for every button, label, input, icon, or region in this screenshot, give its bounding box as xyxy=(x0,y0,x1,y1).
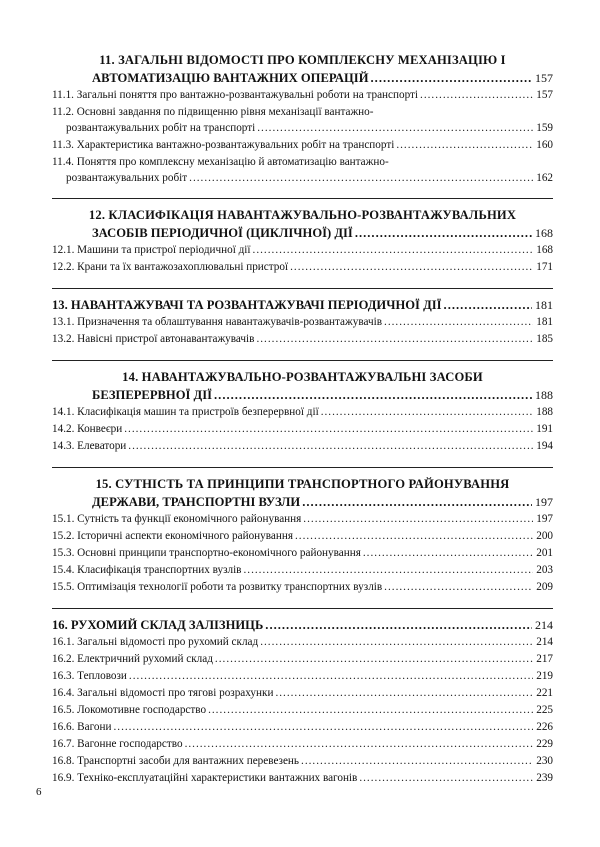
toc-entry[interactable] xyxy=(52,702,553,719)
toc-entry-page-number: 159 xyxy=(536,122,553,134)
toc-entry[interactable] xyxy=(52,753,553,770)
dot-leader xyxy=(273,685,533,702)
dot-leader xyxy=(213,651,533,668)
toc-entry-text: 16.2. Електричний рухомий склад xyxy=(52,653,213,665)
section-heading-line: 12. КЛАСИФІКАЦІЯ НАВАНТАЖУВАЛЬНО-РОЗВАНТАЖУВАЛЬНИХ xyxy=(88,208,517,222)
toc-entry-line: 11.2. Основні завдання по підвищенню рівня механізації вантажно- xyxy=(52,106,374,118)
toc-entry[interactable] xyxy=(52,137,553,154)
dot-leader xyxy=(187,170,533,187)
dot-leader xyxy=(183,736,534,753)
section-page-number: 168 xyxy=(535,226,553,240)
toc-entry-page-number: 217 xyxy=(536,653,553,665)
section-heading-text: АВТОМАТИЗАЦІЮ ВАНТАЖНИХ ОПЕРАЦІЙ xyxy=(92,71,369,85)
dot-leader xyxy=(241,562,533,579)
toc-entry-text: 16.9. Техніко-експлуатаційні характеристики вантажних вагонів xyxy=(52,772,358,784)
toc-entry-text: 13.2. Навісні пристрої автонавантажувачів xyxy=(52,333,255,345)
toc-entry-text: 15.1. Сутність та функції економічного районування xyxy=(52,513,302,525)
toc-entry-page-number: 200 xyxy=(536,530,553,542)
toc-entry-text: розвантажувальних робіт на транспорті xyxy=(66,122,256,134)
toc-entry-page-number: 197 xyxy=(536,513,553,525)
toc-section xyxy=(52,368,553,455)
toc-entry[interactable] xyxy=(52,87,553,104)
toc-entry[interactable] xyxy=(52,528,553,545)
toc-entry-page-number: 162 xyxy=(536,172,553,184)
toc-entry-page-number: 214 xyxy=(536,636,553,648)
toc-entry-page-number: 226 xyxy=(536,721,553,733)
dot-leader xyxy=(111,719,533,736)
toc-entry-page-number: 209 xyxy=(536,581,553,593)
toc-entry-page-number: 188 xyxy=(536,406,553,418)
toc-entry-page-number: 160 xyxy=(536,139,553,151)
toc-entry[interactable] xyxy=(52,651,553,668)
toc-entry[interactable] xyxy=(52,438,553,455)
dot-leader xyxy=(382,314,533,331)
section-heading[interactable] xyxy=(52,224,553,242)
section-page-number: 157 xyxy=(535,71,553,85)
toc-entry-page-number: 157 xyxy=(536,89,553,101)
toc-entry-text: 14.3. Елеватори xyxy=(52,440,127,452)
toc-entry-text: 16.3. Тепловози xyxy=(52,670,127,682)
section-heading[interactable] xyxy=(52,296,553,314)
section-heading-line: 11. ЗАГАЛЬНІ ВІДОМОСТІ ПРО КОМПЛЕКСНУ МЕХАНІЗАЦІЮ І xyxy=(99,53,506,67)
dot-leader xyxy=(293,528,533,545)
toc-entry[interactable] xyxy=(52,331,553,348)
table-of-contents xyxy=(52,51,553,787)
toc-section xyxy=(52,296,553,348)
dot-leader xyxy=(382,579,533,596)
toc-entry-page-number: 239 xyxy=(536,772,553,784)
section-heading[interactable] xyxy=(52,616,553,634)
toc-entry-text: 15.4. Класифікація транспортних вузлів xyxy=(52,564,242,576)
toc-entry[interactable] xyxy=(52,314,553,331)
toc-entry[interactable] xyxy=(52,242,553,259)
toc-entry-text: 16.6. Вагони xyxy=(52,721,112,733)
toc-entry-page-number: 219 xyxy=(536,670,553,682)
section-page-number: 197 xyxy=(535,495,553,509)
section-page-number: 188 xyxy=(535,388,553,402)
dot-leader xyxy=(263,617,532,634)
toc-entry-page-number: 230 xyxy=(536,755,553,767)
dot-leader xyxy=(353,225,532,242)
toc-entry-text: 16.8. Транспортні засоби для вантажних перевезень xyxy=(52,755,300,767)
toc-entry[interactable] xyxy=(52,685,553,702)
toc-entry-text: 16.4. Загальні відомості про тягові розрахунки xyxy=(52,687,274,699)
section-heading-line: 14. НАВАНТАЖУВАЛЬНО-РОЗВАНТАЖУВАЛЬНІ ЗАСОБИ xyxy=(122,370,483,384)
dot-leader xyxy=(254,331,533,348)
dot-leader xyxy=(122,421,533,438)
dot-leader xyxy=(251,242,534,259)
section-heading[interactable] xyxy=(52,386,553,404)
section-heading-text: ДЕРЖАВИ, ТРАНСПОРТНІ ВУЗЛИ xyxy=(92,495,301,509)
dot-leader xyxy=(299,753,533,770)
dot-leader xyxy=(301,511,533,528)
toc-entry-text: 16.7. Вагонне господарство xyxy=(52,738,183,750)
toc-entry[interactable] xyxy=(52,770,553,787)
toc-entry-page-number: 203 xyxy=(536,564,553,576)
toc-entry-text: 11.3. Характеристика вантажно-розвантажувальних робіт на транспорті xyxy=(52,139,395,151)
dot-leader xyxy=(369,70,532,87)
toc-entry-text: 16.1. Загальні відомості про рухомий склад xyxy=(52,636,259,648)
toc-entry-page-number: 194 xyxy=(536,440,553,452)
dot-leader xyxy=(394,137,533,154)
toc-entry-page-number: 225 xyxy=(536,704,553,716)
toc-entry[interactable] xyxy=(52,259,553,276)
toc-section xyxy=(52,616,553,787)
dot-leader xyxy=(357,770,533,787)
toc-entry-page-number: 221 xyxy=(536,687,553,699)
toc-entry-page-number: 229 xyxy=(536,738,553,750)
toc-section xyxy=(52,51,553,187)
toc-entry-page-number: 201 xyxy=(536,547,553,559)
dot-leader xyxy=(206,702,533,719)
dot-leader xyxy=(418,87,533,104)
toc-entry-text: 15.2. Історичні аспекти економічного районування xyxy=(52,530,293,542)
toc-entry-text: 13.1. Призначення та облаштування навантажувачів-розвантажувачів xyxy=(52,316,383,328)
toc-section xyxy=(52,475,553,596)
toc-entry-page-number: 181 xyxy=(536,316,553,328)
toc-entry-text: розвантажувальних робіт xyxy=(66,172,188,184)
toc-entry-text: 16.5. Локомотивне господарство xyxy=(52,704,207,716)
section-heading-text: 16. РУХОМИЙ СКЛАД ЗАЛІЗНИЦЬ xyxy=(52,618,264,632)
toc-entry[interactable] xyxy=(52,736,553,753)
dot-leader xyxy=(361,545,533,562)
toc-entry-text: 11.1. Загальні поняття про вантажно-розвантажувальні роботи на транспорті xyxy=(52,89,419,101)
toc-entry-page-number: 185 xyxy=(536,333,553,345)
section-heading[interactable] xyxy=(52,69,553,87)
toc-entry-text: 15.5. Оптимізація технології роботи та розвитку транспортних вузлів xyxy=(52,581,383,593)
toc-entry-text: 14.1. Класифікація машин та пристроїв безперервної дії xyxy=(52,406,319,418)
section-heading-text: БЕЗПЕРЕРВНОЇ ДІЇ xyxy=(92,388,213,402)
dot-leader xyxy=(126,438,533,455)
dot-leader xyxy=(258,634,533,651)
toc-entry-page-number: 168 xyxy=(536,244,553,256)
toc-entry[interactable] xyxy=(52,719,553,736)
toc-entry-page-number: 191 xyxy=(536,423,553,435)
toc-entry[interactable] xyxy=(52,579,553,596)
section-heading-text: ЗАСОБІВ ПЕРІОДИЧНОЇ (ЦИКЛІЧНОЇ) ДІЇ xyxy=(92,226,353,240)
toc-entry-text: 15.3. Основні принципи транспортно-економічного районування xyxy=(52,547,361,559)
toc-entry[interactable] xyxy=(52,170,553,187)
toc-entry-text: 14.2. Конвеєри xyxy=(52,423,123,435)
toc-entry[interactable] xyxy=(52,404,553,421)
toc-entry-page-number: 171 xyxy=(536,261,553,273)
toc-entry[interactable] xyxy=(52,545,553,562)
section-page-number: 214 xyxy=(535,618,553,632)
section-page-number: 181 xyxy=(535,298,553,312)
page-number: 6 xyxy=(36,786,42,798)
toc-entry[interactable] xyxy=(52,668,553,685)
section-heading[interactable] xyxy=(52,493,553,511)
dot-leader xyxy=(288,259,533,276)
toc-entry[interactable] xyxy=(52,562,553,579)
toc-entry-text: 12.2. Крани та їх вантажозахоплювальні пристрої xyxy=(52,261,289,273)
toc-entry[interactable] xyxy=(52,511,553,528)
section-heading-text: 13. НАВАНТАЖУВАЧІ ТА РОЗВАНТАЖУВАЧІ ПЕРІОДИЧНОЇ ДІЇ xyxy=(52,298,442,312)
dot-leader xyxy=(127,668,533,685)
dot-leader xyxy=(255,120,533,137)
toc-entry[interactable] xyxy=(52,634,553,651)
toc-entry[interactable] xyxy=(52,421,553,438)
section-heading-line: 15. СУТНІСТЬ ТА ПРИНЦИПИ ТРАНСПОРТНОГО РАЙОНУВАННЯ xyxy=(95,477,510,491)
toc-entry-text: 12.1. Машини та пристрої періодичної дії xyxy=(52,244,251,256)
dot-leader xyxy=(319,404,534,421)
dot-leader xyxy=(300,494,532,511)
toc-entry-line: 11.4. Поняття про комплексну механізацію й автоматизацію вантажно- xyxy=(52,156,389,168)
dot-leader xyxy=(212,387,532,404)
toc-section xyxy=(52,206,553,276)
toc-entry[interactable] xyxy=(52,120,553,137)
dot-leader xyxy=(442,297,532,314)
